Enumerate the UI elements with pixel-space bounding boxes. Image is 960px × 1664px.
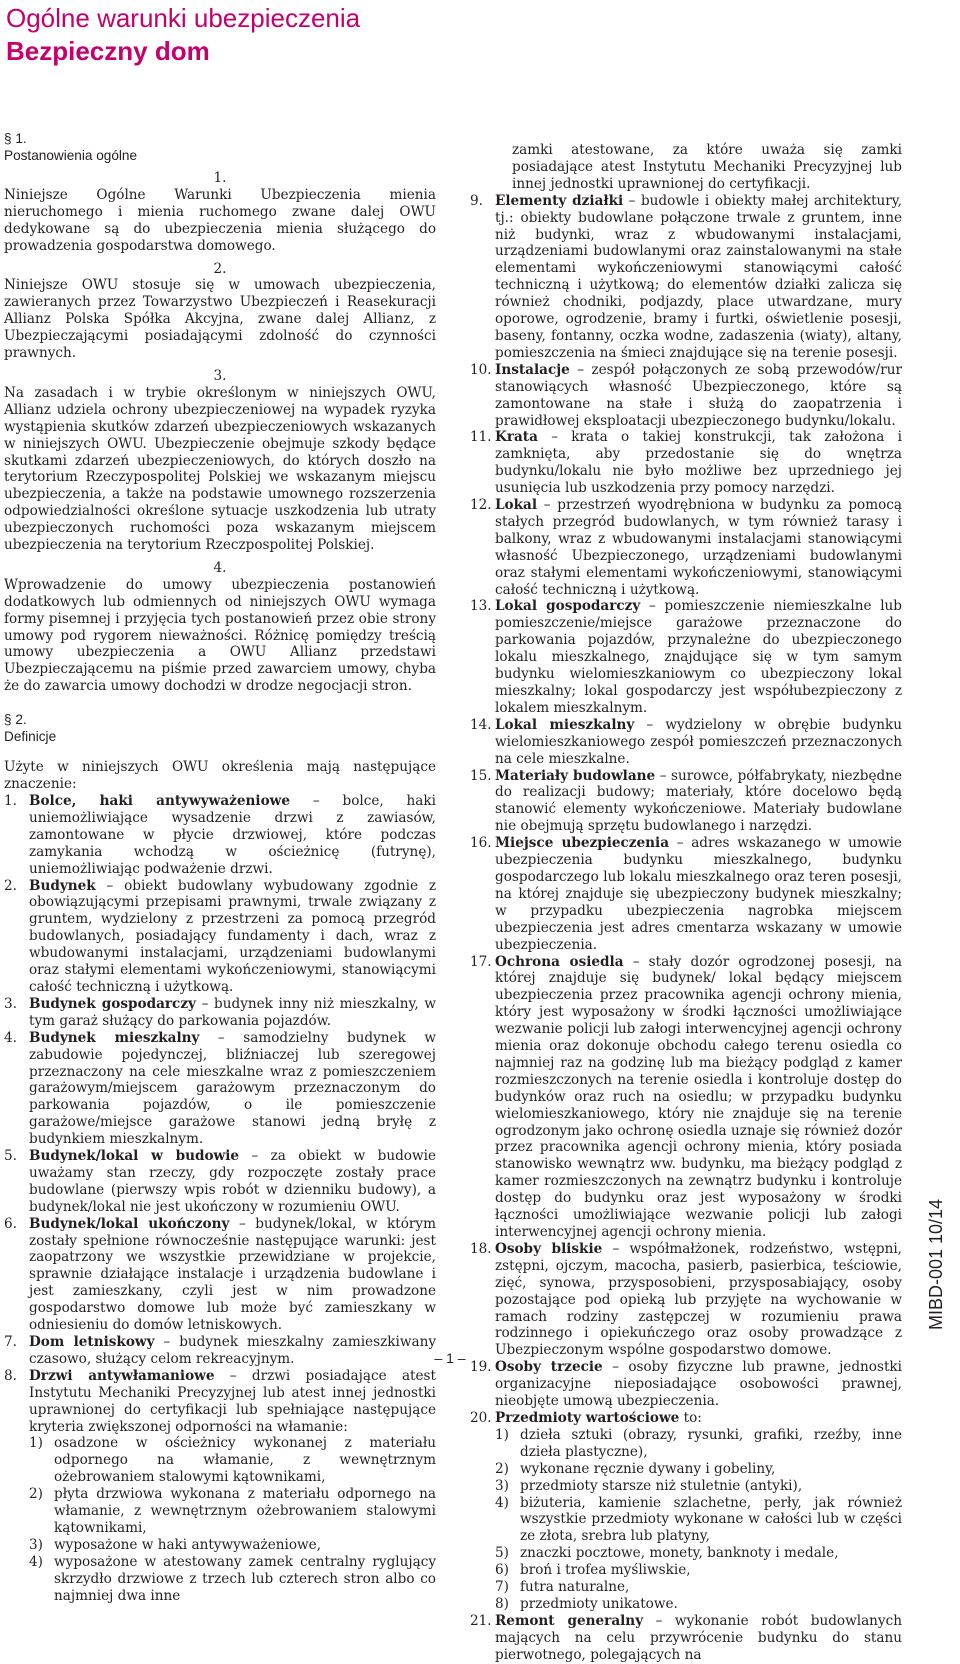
left-column — [4, 130, 436, 1605]
document-code: MIBD-001 10/14 — [926, 1198, 946, 1330]
definition-item: 7. Dom letniskowy – budynek mieszkalny zamieszkiwany czasowo, służący celom rekreacyjnym. — [4, 1334, 436, 1367]
definitions-list — [4, 793, 436, 1605]
right-column — [470, 142, 902, 1664]
definition-item: 19. Osoby trzecie – osoby fizyczne lub prawne, jednostki organizacyjne nieposiadające osobowości prawnej, nieobjęte umową ubezpieczenia. — [470, 1359, 902, 1410]
section-2-symbol: § 2. — [4, 712, 27, 728]
sublist-item: 4) wyposażone w atestowany zamek centralny ryglujący skrzydło drzwiowe z trzech lub czterech stron albo co najmniej dwa inne — [29, 1553, 436, 1604]
title-line-2: Bezpieczny dom — [6, 36, 210, 66]
definition-item: 1. Bolce, haki antywyważeniowe – bolce, haki uniemożliwiające wysadzenie drzwi z zawiasów, zamontowane w płycie drzwiowej, które podczas zamykania wchodzą w ościeżnicę (futrynę), uniemożliwiając podważenie drzwi. — [4, 793, 437, 877]
definition-term: Drzwi antywłamaniowe — [29, 1367, 215, 1384]
definition-item: 14. Lokal mieszkalny – wydzielony w obrębie budynku wielomieszkaniowego zespół pomieszczeń przeznaczonych na cele mieszkalne. — [470, 716, 902, 767]
definitions-intro: Użyte w niniejszych OWU określenia mają następujące znaczenie: — [4, 759, 436, 793]
definition-term: Ochrona osiedla — [495, 953, 624, 970]
clause-number: 2. — [213, 260, 227, 277]
definition-item: 13. Lokal gospodarczy – pomieszczenie niemieszkalne lub pomieszczenie/miejsce garażowe przeznaczone do parkowania pojazdów, przynależne do ubezpieczonego lokalu mieszkalnego, znajdujące się w tym samym budynku wielomieszkaniowym co ubezpieczony lokal mieszkalny; lokal gospodarczy jest współubezpieczony z lokalem mieszkalnym. — [470, 598, 903, 716]
sublist-item: 3) wyposażone w haki antywyważeniowe, — [29, 1536, 322, 1553]
sublist-item: 6) broń i trofea myśliwskie, — [495, 1562, 691, 1579]
clause-text: Niniejsze Ogólne Warunki Ubezpieczenia mienia nieruchomego i mienia ruchomego zwane dalej OWU dedykowane są do ubezpieczenia mienia służącego do prowadzenia gospodarstwa domowego. — [4, 186, 436, 254]
definition-term: Lokal mieszkalny — [495, 716, 635, 733]
sublist-item: 2) wykonane ręcznie dywany i gobeliny, — [495, 1460, 776, 1477]
definition-item: 6. Budynek/lokal ukończony – budynek/lokal, w którym zostały spełnione równocześnie następujące warunki: jest zaopatrzony we wszystkie przewidziane w projekcie, sprawnie działające instalacje i urządzenia budowlane i jest zamieszkany, czyli jest w nim prowadzone gospodarstwo domowe lub może być zamieszkany w odniesieniu do domów letniskowych. — [4, 1215, 436, 1334]
sublist-item: 2) płyta drzwiowa wykonana z materiału odpornego na włamanie, z wewnętrznym ożebrowaniem stalowymi kątownikami, — [29, 1486, 436, 1536]
definition-term: Budynek mieszkalny — [29, 1029, 200, 1046]
definition-term: Instalacje — [495, 361, 570, 378]
sublist-item: 1) osadzone w ościeżnicy wykonanej z materiału odpornego na włamanie, z wewnętrznym ożebrowaniem stalowymi kątownikami, — [29, 1435, 436, 1486]
document-title — [6, 2, 360, 68]
section-1-symbol: § 1. — [4, 131, 27, 146]
definition-term: Osoby bliskie — [495, 1240, 603, 1257]
definition-term: Remont generalny — [495, 1612, 644, 1629]
definitions-list-continued — [470, 142, 902, 1664]
clause-number: 4. — [213, 559, 227, 576]
definition-term: Osoby trzecie — [495, 1359, 603, 1376]
definition-term: Budynek/lokal ukończony — [29, 1215, 230, 1232]
sublist — [29, 1435, 436, 1604]
title-line-1: Ogólne warunki ubezpieczenia — [6, 3, 361, 33]
definition-item: 9. Elementy działki – budowle i obiekty małej architektury, tj.: obiekty budowlane połączone trwale z gruntem, inne niż budynki, wraz z wbudowanymi instalacjami, urządzeniami budowlanymi oraz zainstalowanymi na stałe elementami wykończeniowymi stanowiącymi całość techniczną i użytkową; do elementów działki zalicza się również chodniki, podjazdy, place utwardzane, mury oporowe, ogrodzenie, bramy i furtki, oświetlenie posesji, baseny, fontanny, oczka wodne, zadaszenia (wiaty), altany, pomieszczenia na śmieci znajdujące się na terenie posesji. — [470, 192, 902, 361]
definition-item: 21. Remont generalny – wykonanie robót budowlanych mających na celu przywrócenie budynku do stanu pierwotnego, polegających na — [470, 1612, 902, 1663]
definition-item: 11. Krata – krata o takiej konstrukcji, tak założona i zamknięta, aby przedostanie się do wnętrza budynku/lokalu nie było możliwe bez uprzedniego jej usunięcia lub uszkodzenia przy pomocy narzędzi. — [470, 429, 902, 497]
definition-term: Budynek gospodarczy — [29, 995, 196, 1012]
sublist-item: 4) biżuteria, kamienie szlachetne, perły, jak również wszystkie przedmioty wykonane w całości lub w części ze złota, srebra lub platyny, — [495, 1494, 902, 1545]
page-number: – 1 – — [434, 1350, 466, 1366]
definition-item: 3. Budynek gospodarczy – budynek inny niż mieszkalny, w tym garaż służący do parkowania pojazdów. — [4, 995, 436, 1029]
definition-continuation: zamki atestowane, za które uważa się zamki posiadające atest Instytutu Mechaniki Precyzyjnej lub innej jednostki uprawnionej do certyfikacji. — [512, 142, 902, 192]
definition-item: 8. Drzwi antywłamaniowe – drzwi posiadające atest Instytutu Mechaniki Precyzyjnej lub atest innej jednostki uprawnionej do certyfikacji lub spełniające następujące kryteria zwiększonej odporności na włamanie: 1) osadzone w ościeżnicy wykonanej z materiału odpornego na włamanie, z wewnętrznym ożebrowaniem stalowymi kątownikami, 2) płyta drzwiowa wykonana z materiału odpornego na włamanie, z wewnętrznym ożebrowaniem stalowymi kątownikami, 3) wyposażone w haki antywyważeniowe, 4) wyposażone w atestowany zamek centralny ryglujący skrzydło drzwiowe z trzech lub czterech stron albo co najmniej dwa inne — [4, 1367, 436, 1604]
definition-term: Budynek — [29, 877, 96, 894]
definition-item: 10. Instalacje – zespół połączonych ze sobą przewodów/rur stanowiących własność Ubezpieczonego, które są zamontowane na stałe i służą do zaopatrzenia i prawidłowej eksploatacji ubezpieczonego budynku/lokalu. — [470, 361, 902, 429]
definition-term: Budynek/lokal w budowie — [29, 1148, 240, 1165]
definition-item: 15. Materiały budowlane – surowce, półfabrykaty, niezbędne do realizacji budowy; materiały, które docelowo będą stanowić elementy wykończeniowe. Materiały budowlane nie obejmują sprzętu budowlanego i narzędzi. — [470, 767, 902, 835]
definition-term: Dom letniskowy — [29, 1334, 155, 1350]
definition-term: Krata — [495, 429, 538, 446]
clause-text: Niniejsze OWU stosuje się w umowach ubezpieczenia, zawieranych przez Towarzystwo Ubezpieczeń i Reasekuracji Allianz Polska Spółka Akcyjna, zwane dalej Allianz, z Ubezpieczającymi posiadającymi zdolność do czynności prawnych. — [4, 277, 436, 362]
section-2-title: Definicje — [4, 729, 57, 745]
definition-term: Miejsce ubezpieczenia — [495, 835, 670, 852]
definition-term: Przedmioty wartościowe — [495, 1409, 680, 1426]
sublist-item: 8) przedmioty unikatowe. — [495, 1595, 678, 1612]
clause-text: Na zasadach i w trybie określonym w niniejszych OWU, Allianz udziela ochrony ubezpieczeniowej na wypadek ryzyka wystąpienia skutków zdarzeń ubezpieczeniowych wskazanych w niniejszych OWU. Ubezpieczenie obejmuje szkody będące skutkami zdarzeń ubezpieczeniowych, do których doszło na terytorium Rzeczypospolitej Polskiej we wskazanym miejscu ubezpieczenia, a także na podstawie umownego rozszerzenia odpowiedzialności określone sytuacje uszkodzenia lub utraty ubezpieczonych ruchomości poza wskazanym miejscem ubezpieczenia na terytorium Rzeczpospolitej Polskiej. — [4, 384, 436, 554]
definition-item: 18. Osoby bliskie – współmałżonek, rodzeństwo, wstępni, zstępni, ojczym, macocha, pasierb, pasierbica, teściowie, zięć, synowa, przysposobieni, przysposabiający, osoby pozostające pod opieką lub przyjęte na wychowanie w ramach rodziny zastępczej w rozumieniu prawa rodzinnego i opiekuńczego oraz osoby prowadzące z Ubezpieczonym wspólne gospodarstwo domowe. — [470, 1240, 902, 1359]
definition-term: Lokal — [495, 497, 538, 514]
definition-item: 16. Miejsce ubezpieczenia – adres wskazanego w umowie ubezpieczenia budynku mieszkalnego, budynku gospodarczego lub lokalu mieszkalnego oraz teren posesji, na której znajduje się ubezpieczony budynek mieszkalny; w przypadku ubezpieczenia nagrobka miejscem ubezpieczenia jest adres cmentarza wskazany w umowie ubezpieczenia. — [470, 835, 902, 953]
definition-term: Materiały budowlane — [495, 767, 656, 784]
section-1-title: Postanowienia ogólne — [4, 148, 138, 163]
clause-number: 3. — [213, 367, 227, 384]
sublist-item: 5) znaczki pocztowe, monety, banknoty i medale, — [495, 1545, 839, 1562]
definition-term: Elementy działki — [495, 192, 624, 209]
definition-term: Lokal gospodarczy — [495, 598, 641, 615]
definition-term: Bolce, haki antywyważeniowe — [29, 793, 290, 809]
sublist-item: 7) futra naturalne, — [495, 1579, 630, 1596]
definition-item: 20. Przedmioty wartościowe to: 1) dzieła sztuki (obrazy, rysunki, grafiki, rzeźby, inne dzieła plastyczne), 2) wykonane ręcznie dywany i gobeliny, 3) przedmioty starsze niż stuletnie (antyki), 4) biżuteria, kamienie szlachetne, perły, jak również wszystkie przedmioty wykonane w całości lub w części ze złota, srebra lub platyny, 5) znaczki pocztowe, monety, banknoty i medale, 6) broń i trofea myśliwskie, 7) futra naturalne, 8) przedmioty unikatowe. — [470, 1409, 902, 1612]
definition-item: 17. Ochrona osiedla – stały dozór ogrodzonej posesji, na której znajduje się budynek/ lokal będący miejscem ubezpieczenia przez pracownika agencji ochrony mienia, który jest wyposażony w środki łączności umożliwiające wezwanie policji lub załogi interwencyjnej agencji ochrony mienia oraz dokonuje obchodu całego terenu osiedla co najmniej raz na godzinę lub ma bieżący podgląd z kamer rozmieszczonych na terenie osiedla i kontroluje dostęp do budynków oraz ruch na osiedlu; w przypadku budynku wielomieszkaniowego, który nie znajduje się na terenie ogrodzonym jako ochronę osiedla uznaje się również dozór przez pracownika agencji ochrony mienia, który posiada stanowisko wewnątrz ww. budynku, ma bieżący podgląd z kamer rozmieszczonych na zewnątrz budynku i kontroluje dostęp do budynku oraz jest wyposażony w środki łączności umożliwiające wezwanie policji lub załogi interwencyjnej agencji ochrony mienia. — [470, 953, 903, 1240]
clause-text: Wprowadzenie do umowy ubezpieczenia postanowień dodatkowych lub odmiennych od niniejszych OWU wymaga formy pisemnej i przyjęcia tych postanowień przez obie strony umowy pod rygorem nieważności. Różnicę pomiędzy treścią umowy ubezpieczenia a OWU Allianz przedstawi Ubezpieczającemu na piśmie przed zawarciem umowy, chyba że do zawarcia umowy dochodzi w drodze negocjacji stron. — [4, 576, 436, 695]
definition-item: 4. Budynek mieszkalny – samodzielny budynek w zabudowie pojedynczej, bliźniaczej lub szeregowej przeznaczony na cele mieszkalne wraz z pomieszczeniem garażowym/miejscem garażowym przeznaczonym do parkowania pojazdów, o ile pomieszczenie garażowe/miejsce garażowe stanowi jedną bryłę z budynkiem mieszkalnym. — [4, 1029, 436, 1148]
definition-item: 2. Budynek – obiekt budowlany wybudowany zgodnie z obowiązującymi przepisami prawnymi, trwale związany z gruntem, wydzielony z przestrzeni za pomocą przegród budowlanych, posiadający fundamenty i dach, wraz z wbudowanymi instalacjami, urządzeniami budowlanymi oraz stałymi elementami wykończeniowymi, stanowiącymi całość techniczną i użytkową. — [4, 877, 436, 995]
clause-number: 1. — [213, 170, 227, 186]
sublist-item: 3) przedmioty starsze niż stuletnie (antyki), — [495, 1477, 803, 1494]
sublist-item: 1) dzieła sztuki (obrazy, rysunki, grafiki, rzeźby, inne dzieła plastyczne), — [495, 1426, 902, 1460]
definition-item: 5. Budynek/lokal w budowie – za obiekt w budowie uważamy stan rzeczy, gdy rozpoczęte zostały prace budowlane (pierwszy wpis robót w dzienniku budowy), a budynek/lokal nie jest ukończony w rozumieniu OWU. — [4, 1148, 436, 1215]
definition-item: 12. Lokal – przestrzeń wyodrębniona w budynku za pomocą stałych przegród budowlanych, w tym również tarasy i balkony, wraz z wbudowanymi instalacjami stanowiącymi własność Ubezpieczonego, urządzeniami budowlanymi oraz stałymi elementami wykończeniowymi, stanowiącymi całość techniczną i użytkową. — [470, 497, 902, 598]
sublist — [495, 1427, 902, 1613]
